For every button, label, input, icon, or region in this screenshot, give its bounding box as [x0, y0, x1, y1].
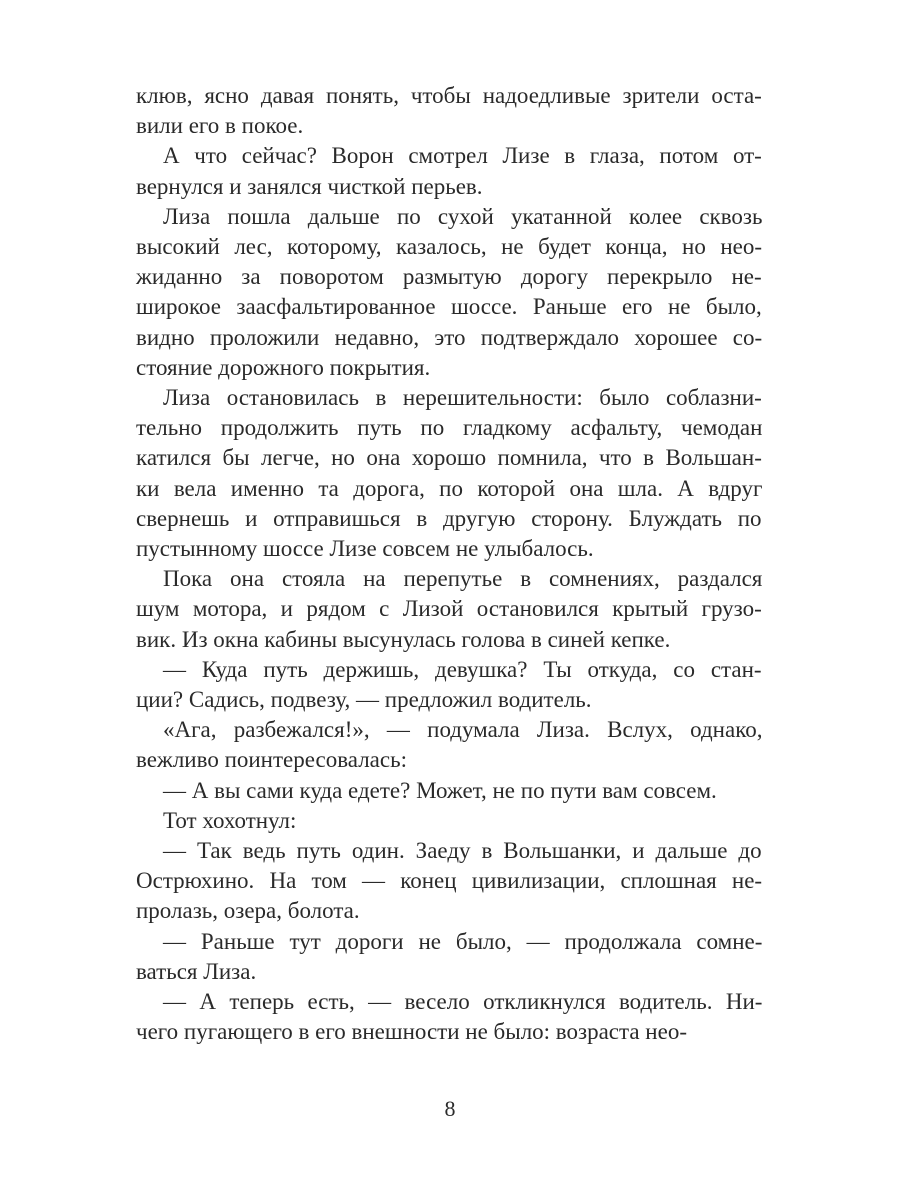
text-line: пролазь, озера, болота. [136, 898, 360, 924]
text-line: шум мотора, и рядом с Лизой остановился крытый грузо- [136, 596, 762, 622]
text-line: Острюхино. На том — конец цивилизации, сплошная не- [136, 868, 763, 894]
text-line: высокий лес, которому, казалось, не будет конца, но нео- [136, 234, 762, 259]
text-line: чего пугающего в его внешности не было: возраста нео- [136, 1019, 687, 1045]
text-line: Лиза пошла дальше по сухой укатанной колее сквозь [163, 203, 763, 229]
text-line: вили его в покое. [136, 113, 304, 139]
text-line: А что сейчас? Ворон смотрел Лизе в глаза, потом от- [163, 143, 762, 169]
text-line: — Раньше тут дороги не было, — продолжала сомне- [163, 928, 763, 954]
text-line: Лиза остановилась в нерешительности: было соблазни- [163, 385, 762, 410]
text-line: жиданно за поворотом размытую дорогу перекрыло не- [136, 264, 762, 290]
text-line: ции? Садись, подвезу, — предложил водитель. [136, 687, 592, 712]
text-line: — А вы сами куда едете? Может, не по пути вам совсем. [163, 777, 717, 803]
text-line: вик. Из окна кабины высунулась голова в синей кепке. [136, 626, 671, 652]
text-line: катился бы легче, но она хорошо помнила, что в Вольшан- [136, 445, 762, 471]
text-line: ваться Лиза. [136, 958, 257, 984]
text-line: тельно продолжить путь по гладкому асфальту, чемодан [136, 415, 763, 441]
text-line: Тот хохотнул: [163, 807, 297, 833]
page-number: 8 [444, 1096, 456, 1121]
text-line: вернулся и занялся чисткой перьев. [136, 173, 483, 199]
text-line: — Так ведь путь один. Заеду в Вольшанки, и дальше до [163, 838, 762, 863]
text-line: — А теперь есть, — весело откликнулся водитель. Ни- [163, 989, 763, 1014]
text-line: видно проложили недавно, это подтверждало хорошее со- [136, 324, 763, 350]
text-line: широкое заасфальтированное шоссе. Раньше его не было, [136, 294, 762, 320]
text-line: вежливо поинтересовалась: [136, 747, 407, 773]
text-line: пустынному шоссе Лизе совсем не улыбалось. [136, 536, 594, 561]
text-line: — Куда путь держишь, девушка? Ты откуда, со стан- [163, 656, 762, 682]
text-line: ки вела именно та дорога, по которой она шла. А вдруг [136, 475, 763, 501]
text-line: Пока она стояла на перепутье в сомнениях, раздался [163, 566, 763, 592]
text-line: клюв, ясно давая понять, чтобы надоедливые зрители оста- [136, 83, 762, 108]
text-line: свернешь и отправишься в другую сторону. Блуждать по [136, 505, 762, 531]
text-line: стояние дорожного покрытия. [136, 354, 431, 380]
text-line: «Ага, разбежался!», — подумала Лиза. Вслух, однако, [163, 717, 763, 743]
